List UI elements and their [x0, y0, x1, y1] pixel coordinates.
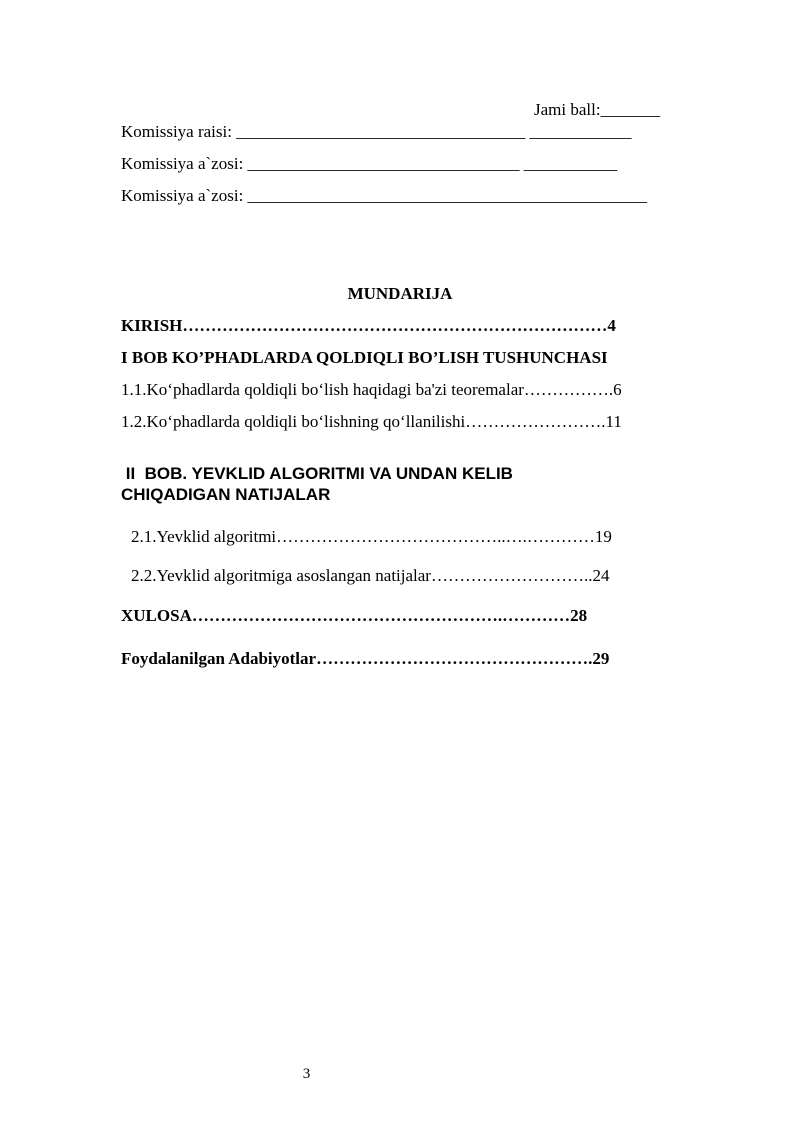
toc-entry-chapter-2	[121, 463, 513, 505]
commission-member-line-2: Komissiya a`zosi: _______________________________________________	[121, 186, 648, 205]
toc-entry-introduction: KIRISH…………………………………………………………………4	[121, 316, 616, 335]
toc-entry-section-2-1: 2.1.Yevklid algoritmi…………………………………..….…………19	[131, 527, 612, 546]
toc-title: MUNDARIJA	[347, 284, 453, 303]
toc-entry-references: Foydalanilgan Adabiyotlar………………………………………….29	[121, 649, 610, 668]
toc-entry-chapter-2-line-2: CHIQADIGAN NATIJALAR	[121, 485, 331, 504]
toc-entry-section-1-1: 1.1.Ko‘phadlarda qoldiqli bo‘lish haqidagi ba'zi teoremalar…………….6	[121, 380, 622, 399]
toc-entry-conclusion: XULOSA……………………………………………….…………28	[121, 606, 588, 625]
commission-member-line-1: Komissiya a`zosi: ________________________________ ___________	[121, 154, 618, 173]
toc-entry-chapter-2-line-1: II BOB. YEVKLID ALGORITMI VA UNDAN KELIB	[121, 464, 513, 483]
total-score-line: Jami ball:_______	[534, 100, 661, 119]
commission-chairman-line: Komissiya raisi: __________________________________ ____________	[121, 122, 632, 141]
toc-entry-chapter-1: I BOB KO’PHADLARDA QOLDIQLI BO’LISH TUSHUNCHASI	[121, 348, 608, 367]
page-number: 3	[302, 1066, 311, 1082]
toc-entry-section-2-2: 2.2.Yevklid algoritmiga asoslangan natijalar………………………..24	[131, 566, 610, 585]
toc-entry-section-1-2: 1.2.Ko‘phadlarda qoldiqli bo‘lishning qo‘llanilishi…………………….11	[121, 412, 622, 431]
